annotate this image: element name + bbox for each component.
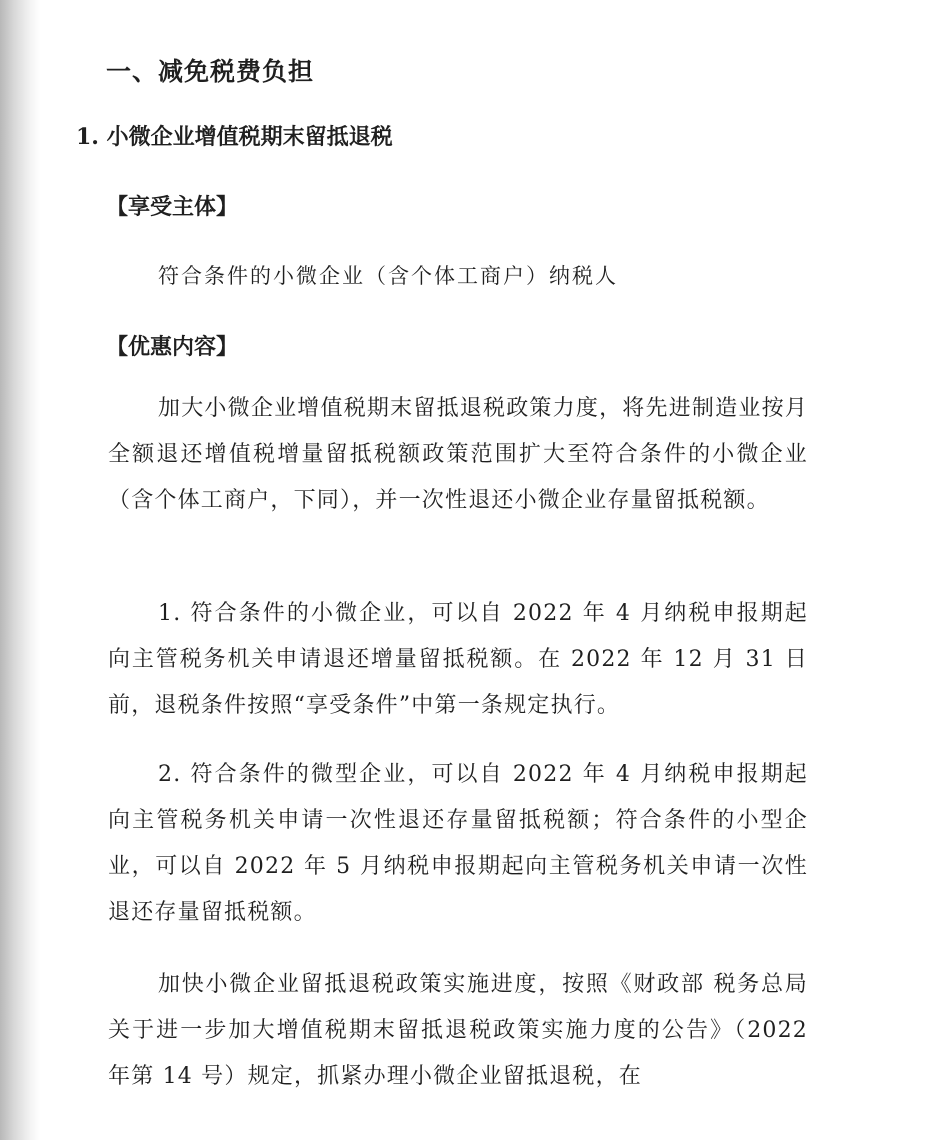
paragraph-acceleration: 加快小微企业留抵退税政策实施进度，按照《财政部 税务总局关于进一步加大增值税期末留抵退税政策实施力度的公告》（2022 年第 14 号）规定，抓紧办理小微企业留抵退税，在 <box>108 972 808 1089</box>
paragraph-item-1: 1. 符合条件的小微企业，可以自 2022 年 4 月纳税申报期起向主管税务机关申请退还增量留抵税额。在 2022 年 12 月 31 日前，退税条件按照“享受条件”中第一条规定执行。 <box>108 601 808 718</box>
subject-text: 符合条件的小微企业（含个体工商户）纳税人 <box>158 264 618 288</box>
subject-label: 【享受主体】 <box>106 194 239 220</box>
paragraph-intro: 加大小微企业增值税期末留抵退税政策力度，将先进制造业按月全额退还增值税增量留抵税额政策范围扩大至符合条件的小微企业（含个体工商户，下同），并一次性退还小微企业存量留抵税额。 <box>108 396 808 513</box>
paragraph-item-2: 2. 符合条件的微型企业，可以自 2022 年 4 月纳税申报期起向主管税务机关申请一次性退还存量留抵税额；符合条件的小型企业，可以自 2022 年 5 月纳税申报期起向主管税务机关申请一次性退还存量留抵税额。 <box>108 762 808 925</box>
subsection-heading: 1. 小微企业增值税期末留抵退税 <box>76 124 393 150</box>
content-label: 【优惠内容】 <box>106 334 239 360</box>
section-heading: 一、减免税费负担 <box>106 57 315 86</box>
